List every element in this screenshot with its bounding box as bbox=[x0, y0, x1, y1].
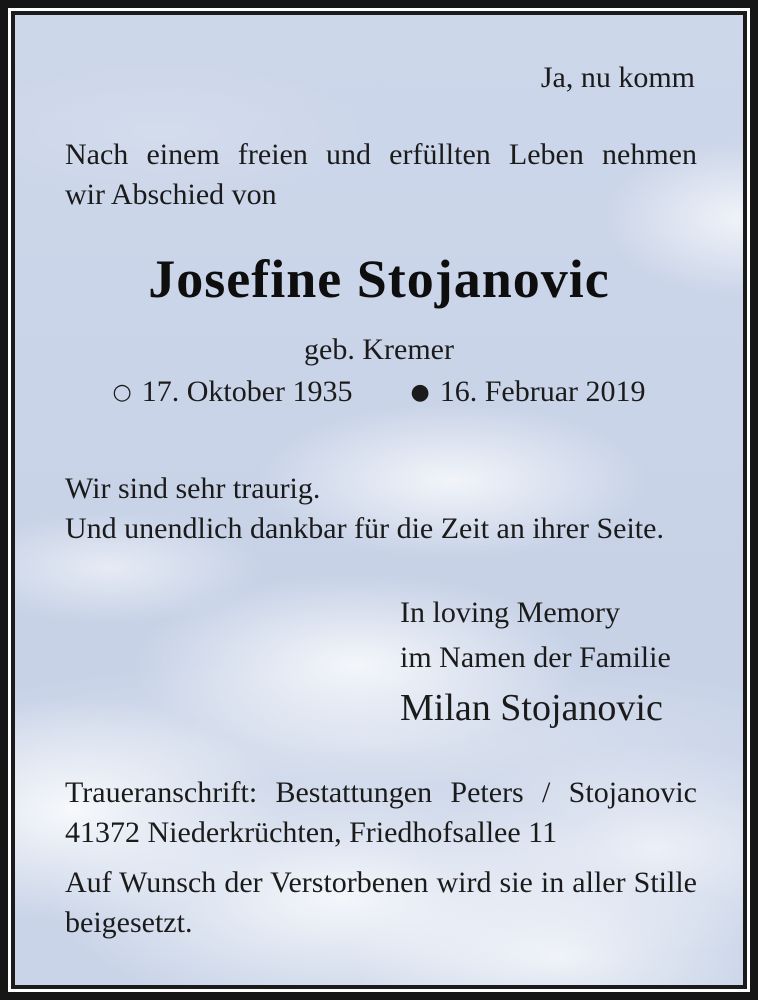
dates-row bbox=[15, 375, 743, 409]
memory-line-2: im Namen der Familie bbox=[400, 641, 671, 674]
memory-line-1: In loving Memory bbox=[400, 596, 620, 629]
birth-date-text: 17. Oktober 1935 bbox=[141, 375, 353, 408]
mourner-name: Milan Stojanovic bbox=[400, 687, 663, 729]
grief-line-1: Wir sind sehr traurig. bbox=[65, 472, 321, 505]
mourning-address bbox=[65, 773, 697, 853]
death-date bbox=[411, 375, 646, 409]
death-date-text: 16. Februar 2019 bbox=[439, 375, 646, 408]
intro-paragraph bbox=[65, 135, 697, 215]
sky-background bbox=[15, 15, 743, 985]
burial-line-1: Auf Wunsch der Verstorbenen wird sie in aller Stille bbox=[65, 866, 697, 899]
birth-date bbox=[112, 375, 352, 409]
intro-line-2: wir Abschied von bbox=[65, 178, 277, 211]
burial-line-2: beigesetzt. bbox=[65, 906, 193, 939]
burial-note bbox=[65, 863, 697, 943]
grief-paragraph bbox=[65, 469, 725, 549]
born-circle-icon: ○ bbox=[112, 380, 132, 405]
intro-line-1: Nach einem freien und erfüllten Leben nehmen bbox=[65, 138, 697, 171]
deceased-name: Josefine Stojanovic bbox=[148, 249, 610, 309]
address-line-2: 41372 Niederkrüchten, Friedhofsallee 11 bbox=[65, 816, 558, 849]
address-line-1: Traueranschrift: Bestattungen Peters / Stojanovic bbox=[65, 776, 697, 809]
frame-mat bbox=[8, 8, 750, 992]
grief-line-2: Und unendlich dankbar für die Zeit an ihrer Seite. bbox=[65, 512, 664, 545]
motto-text: Ja, nu komm bbox=[540, 61, 695, 94]
maiden-name: geb. Kremer bbox=[304, 333, 454, 366]
memory-block bbox=[400, 590, 671, 732]
inner-frame bbox=[11, 11, 747, 989]
died-bullet-icon: ● bbox=[410, 380, 430, 405]
